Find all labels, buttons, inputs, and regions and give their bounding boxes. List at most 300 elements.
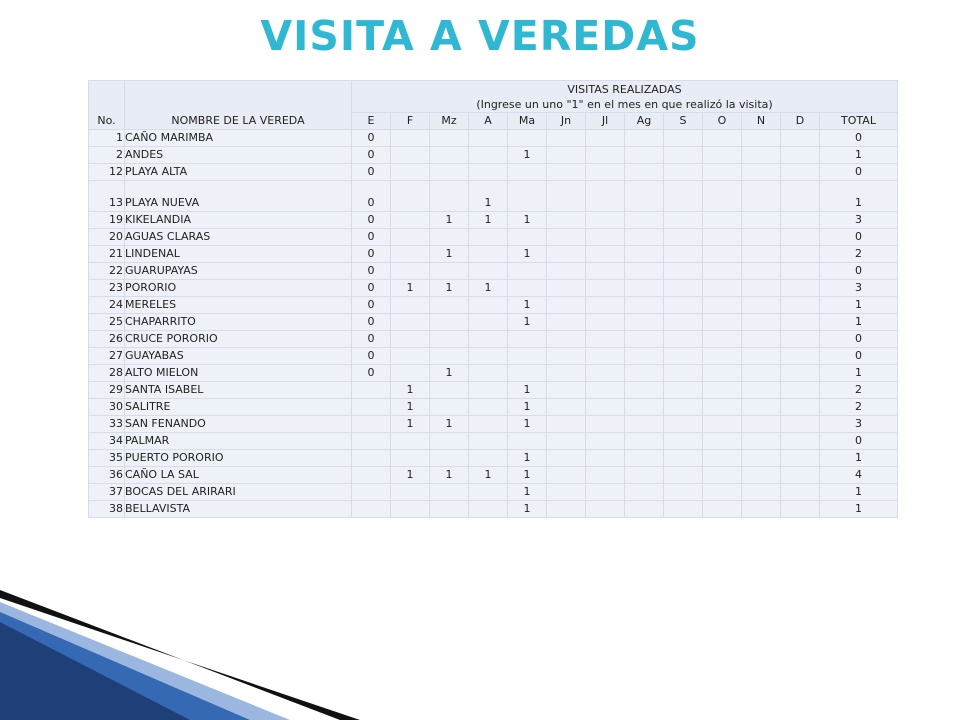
cell-total: 0 <box>820 348 898 365</box>
cell-month-value <box>508 229 547 246</box>
table-row <box>89 147 898 164</box>
cell-month-value <box>547 130 586 147</box>
cell-month-value <box>742 450 781 467</box>
header-month-o: O <box>703 113 742 130</box>
cell-month-value <box>781 331 820 348</box>
cell-month-value <box>352 382 391 399</box>
cell-vereda-name: PORORIO <box>125 280 352 297</box>
cell-month-value <box>469 416 508 433</box>
cell-month-value <box>508 331 547 348</box>
header-month-e: E <box>352 113 391 130</box>
cell-month-value <box>664 433 703 450</box>
cell-month-value: 1 <box>508 484 547 501</box>
page-title: VISITA A VEREDAS <box>260 12 700 60</box>
cell-month-value <box>586 484 625 501</box>
cell-month-value <box>586 280 625 297</box>
cell-month-value <box>781 263 820 280</box>
cell-month-value <box>781 130 820 147</box>
cell-month-value <box>391 331 430 348</box>
table-row <box>89 297 898 314</box>
cell-month-value <box>508 365 547 382</box>
table-row <box>89 280 898 297</box>
cell-vereda-name: PLAYA ALTA <box>125 164 352 181</box>
cell-month-value <box>703 130 742 147</box>
cell-month-value <box>469 399 508 416</box>
table-row <box>89 229 898 246</box>
header-month-d: D <box>781 113 820 130</box>
cell-month-value <box>742 365 781 382</box>
header-name: NOMBRE DE LA VEREDA <box>125 81 352 130</box>
cell-no: 36 <box>89 467 125 484</box>
cell-month-value <box>703 314 742 331</box>
cell-month-value <box>625 399 664 416</box>
cell-month-value: 1 <box>430 467 469 484</box>
cell-month-value: 1 <box>430 416 469 433</box>
table-row <box>89 212 898 229</box>
cell-month-value <box>664 501 703 518</box>
table-row <box>89 331 898 348</box>
cell-vereda-name: PALMAR <box>125 433 352 450</box>
cell-month-value <box>508 164 547 181</box>
cell-total: 3 <box>820 212 898 229</box>
table-row <box>89 263 898 280</box>
cell-month-value <box>469 382 508 399</box>
cell-month-value <box>508 348 547 365</box>
cell-month-value <box>430 433 469 450</box>
cell-month-value <box>469 433 508 450</box>
cell-month-value <box>547 348 586 365</box>
table-row <box>89 181 898 212</box>
cell-month-value <box>586 433 625 450</box>
cell-month-value <box>469 246 508 263</box>
cell-total: 0 <box>820 130 898 147</box>
cell-month-value <box>742 314 781 331</box>
cell-month-value <box>703 450 742 467</box>
cell-month-value <box>742 399 781 416</box>
cell-no: 25 <box>89 314 125 331</box>
cell-month-value: 0 <box>352 181 391 212</box>
header-visits-group <box>352 81 898 113</box>
cell-month-value <box>469 147 508 164</box>
cell-month-value <box>430 297 469 314</box>
cell-month-value <box>781 181 820 212</box>
cell-no: 35 <box>89 450 125 467</box>
cell-total: 0 <box>820 229 898 246</box>
cell-month-value <box>625 246 664 263</box>
cell-month-value: 1 <box>508 246 547 263</box>
cell-month-value <box>547 450 586 467</box>
cell-month-value: 1 <box>391 399 430 416</box>
cell-month-value <box>391 212 430 229</box>
cell-month-value <box>664 130 703 147</box>
cell-month-value: 1 <box>430 212 469 229</box>
cell-month-value <box>586 297 625 314</box>
cell-month-value <box>664 212 703 229</box>
cell-month-value <box>430 331 469 348</box>
cell-month-value <box>703 147 742 164</box>
corner-decoration <box>0 560 420 720</box>
cell-month-value <box>664 450 703 467</box>
table-row <box>89 399 898 416</box>
cell-vereda-name: BELLAVISTA <box>125 501 352 518</box>
cell-month-value <box>625 212 664 229</box>
cell-month-value <box>469 130 508 147</box>
cell-month-value <box>781 365 820 382</box>
cell-month-value <box>781 450 820 467</box>
cell-month-value: 1 <box>469 280 508 297</box>
cell-total: 2 <box>820 382 898 399</box>
cell-month-value: 1 <box>391 416 430 433</box>
cell-vereda-name: PLAYA NUEVA <box>125 181 352 212</box>
cell-month-value <box>625 263 664 280</box>
cell-month-value <box>664 263 703 280</box>
cell-month-value: 1 <box>391 382 430 399</box>
cell-month-value <box>742 501 781 518</box>
cell-month-value <box>469 450 508 467</box>
cell-vereda-name: MERELES <box>125 297 352 314</box>
cell-vereda-name: SALITRE <box>125 399 352 416</box>
cell-month-value <box>781 467 820 484</box>
cell-month-value <box>586 130 625 147</box>
cell-month-value <box>391 246 430 263</box>
cell-total: 0 <box>820 331 898 348</box>
cell-month-value <box>781 399 820 416</box>
header-month-ma: Ma <box>508 113 547 130</box>
cell-month-value <box>781 297 820 314</box>
cell-month-value <box>781 314 820 331</box>
table-row <box>89 501 898 518</box>
cell-month-value <box>742 246 781 263</box>
cell-month-value <box>352 416 391 433</box>
header-month-jn: Jn <box>547 113 586 130</box>
cell-total: 0 <box>820 263 898 280</box>
cell-vereda-name: KIKELANDIA <box>125 212 352 229</box>
cell-month-value <box>625 416 664 433</box>
cell-month-value <box>469 314 508 331</box>
cell-month-value <box>664 331 703 348</box>
cell-month-value <box>547 147 586 164</box>
cell-month-value: 1 <box>469 212 508 229</box>
cell-month-value: 0 <box>352 164 391 181</box>
cell-vereda-name: SANTA ISABEL <box>125 382 352 399</box>
cell-month-value <box>703 229 742 246</box>
cell-month-value <box>352 501 391 518</box>
cell-total: 1 <box>820 147 898 164</box>
cell-month-value <box>625 467 664 484</box>
cell-month-value <box>742 416 781 433</box>
table-row <box>89 348 898 365</box>
cell-month-value: 1 <box>508 212 547 229</box>
header-total: TOTAL <box>820 113 898 130</box>
cell-month-value <box>664 382 703 399</box>
cell-month-value <box>391 181 430 212</box>
cell-month-value <box>391 365 430 382</box>
cell-month-value <box>742 433 781 450</box>
cell-total: 3 <box>820 416 898 433</box>
cell-month-value <box>703 331 742 348</box>
cell-month-value <box>664 365 703 382</box>
cell-no: 1 <box>89 130 125 147</box>
cell-month-value <box>586 263 625 280</box>
cell-no: 38 <box>89 501 125 518</box>
cell-month-value <box>664 280 703 297</box>
cell-no: 20 <box>89 229 125 246</box>
cell-month-value <box>664 314 703 331</box>
cell-month-value <box>586 212 625 229</box>
cell-month-value <box>508 433 547 450</box>
cell-month-value <box>625 484 664 501</box>
cell-month-value <box>625 501 664 518</box>
cell-month-value: 1 <box>508 501 547 518</box>
cell-month-value <box>664 348 703 365</box>
cell-no: 22 <box>89 263 125 280</box>
cell-month-value <box>664 484 703 501</box>
cell-month-value <box>391 484 430 501</box>
cell-month-value <box>469 365 508 382</box>
cell-month-value: 0 <box>352 348 391 365</box>
cell-month-value <box>547 382 586 399</box>
cell-no: 2 <box>89 147 125 164</box>
cell-month-value <box>781 501 820 518</box>
cell-month-value <box>742 229 781 246</box>
cell-month-value <box>742 331 781 348</box>
cell-month-value <box>430 263 469 280</box>
cell-total: 1 <box>820 314 898 331</box>
cell-month-value <box>508 130 547 147</box>
header-no: No. <box>89 81 125 130</box>
cell-no: 26 <box>89 331 125 348</box>
cell-month-value <box>781 280 820 297</box>
cell-month-value <box>391 297 430 314</box>
cell-month-value: 1 <box>391 467 430 484</box>
cell-month-value <box>664 246 703 263</box>
cell-month-value <box>586 181 625 212</box>
cell-month-value <box>547 433 586 450</box>
cell-month-value <box>547 246 586 263</box>
cell-month-value <box>703 365 742 382</box>
cell-month-value: 1 <box>508 399 547 416</box>
cell-month-value <box>586 348 625 365</box>
cell-month-value <box>781 164 820 181</box>
cell-vereda-name: GUARUPAYAS <box>125 263 352 280</box>
cell-month-value <box>391 348 430 365</box>
cell-month-value: 0 <box>352 212 391 229</box>
cell-month-value <box>703 382 742 399</box>
cell-month-value <box>430 484 469 501</box>
cell-month-value <box>781 484 820 501</box>
cell-month-value <box>703 416 742 433</box>
cell-month-value <box>547 399 586 416</box>
cell-month-value <box>508 181 547 212</box>
table-row <box>89 164 898 181</box>
cell-month-value <box>430 501 469 518</box>
cell-total: 1 <box>820 181 898 212</box>
cell-month-value <box>469 484 508 501</box>
veredas-table <box>88 80 898 518</box>
cell-no: 23 <box>89 280 125 297</box>
cell-no: 30 <box>89 399 125 416</box>
cell-month-value <box>703 399 742 416</box>
header-visits-instructions: (Ingrese un uno "1" en el mes en que realizó la visita) <box>476 98 773 111</box>
cell-month-value: 1 <box>508 147 547 164</box>
cell-vereda-name: CRUCE PORORIO <box>125 331 352 348</box>
cell-month-value <box>391 229 430 246</box>
cell-month-value <box>742 164 781 181</box>
cell-vereda-name: SAN FENANDO <box>125 416 352 433</box>
cell-month-value <box>742 181 781 212</box>
table-row <box>89 450 898 467</box>
cell-month-value: 0 <box>352 147 391 164</box>
cell-month-value <box>586 331 625 348</box>
cell-month-value <box>391 314 430 331</box>
cell-month-value <box>586 382 625 399</box>
cell-month-value <box>391 130 430 147</box>
cell-month-value <box>391 433 430 450</box>
cell-month-value: 1 <box>508 450 547 467</box>
cell-vereda-name: LINDENAL <box>125 246 352 263</box>
cell-month-value <box>547 416 586 433</box>
cell-month-value <box>586 416 625 433</box>
cell-month-value <box>586 246 625 263</box>
cell-month-value <box>703 164 742 181</box>
cell-month-value <box>508 263 547 280</box>
cell-month-value <box>742 484 781 501</box>
cell-month-value <box>664 229 703 246</box>
cell-total: 1 <box>820 297 898 314</box>
cell-month-value: 1 <box>391 280 430 297</box>
table-row <box>89 382 898 399</box>
header-month-mz: Mz <box>430 113 469 130</box>
cell-month-value <box>547 164 586 181</box>
cell-month-value <box>625 297 664 314</box>
cell-month-value <box>625 229 664 246</box>
cell-total: 1 <box>820 450 898 467</box>
cell-month-value <box>508 280 547 297</box>
cell-month-value <box>586 229 625 246</box>
cell-month-value <box>547 263 586 280</box>
cell-month-value <box>781 246 820 263</box>
cell-month-value: 1 <box>508 297 547 314</box>
cell-total: 1 <box>820 501 898 518</box>
cell-total: 3 <box>820 280 898 297</box>
cell-month-value <box>703 212 742 229</box>
cell-month-value <box>586 399 625 416</box>
cell-month-value <box>664 416 703 433</box>
cell-month-value <box>703 297 742 314</box>
table-row <box>89 314 898 331</box>
cell-month-value <box>625 130 664 147</box>
cell-vereda-name: AGUAS CLARAS <box>125 229 352 246</box>
cell-month-value <box>664 467 703 484</box>
cell-vereda-name: CAÑO MARIMBA <box>125 130 352 147</box>
cell-month-value <box>430 164 469 181</box>
table-row <box>89 365 898 382</box>
cell-month-value: 0 <box>352 331 391 348</box>
cell-vereda-name: GUAYABAS <box>125 348 352 365</box>
cell-month-value <box>469 501 508 518</box>
header-month-a: A <box>469 113 508 130</box>
cell-month-value: 1 <box>508 382 547 399</box>
cell-month-value: 1 <box>469 467 508 484</box>
cell-month-value <box>625 382 664 399</box>
cell-month-value <box>430 314 469 331</box>
cell-month-value <box>781 229 820 246</box>
cell-month-value: 0 <box>352 246 391 263</box>
cell-month-value <box>625 147 664 164</box>
cell-no: 12 <box>89 164 125 181</box>
cell-month-value: 1 <box>430 246 469 263</box>
cell-month-value <box>469 297 508 314</box>
cell-month-value <box>742 467 781 484</box>
cell-total: 2 <box>820 399 898 416</box>
cell-month-value <box>586 501 625 518</box>
cell-month-value <box>430 181 469 212</box>
cell-month-value <box>352 399 391 416</box>
cell-month-value <box>469 348 508 365</box>
cell-month-value <box>703 433 742 450</box>
cell-month-value <box>625 331 664 348</box>
cell-vereda-name: BOCAS DEL ARIRARI <box>125 484 352 501</box>
cell-month-value <box>781 147 820 164</box>
cell-month-value <box>664 399 703 416</box>
cell-month-value <box>664 164 703 181</box>
header-month-s: S <box>664 113 703 130</box>
cell-month-value: 1 <box>430 365 469 382</box>
cell-no: 19 <box>89 212 125 229</box>
cell-month-value <box>586 147 625 164</box>
cell-month-value <box>586 450 625 467</box>
cell-month-value <box>430 382 469 399</box>
cell-month-value: 0 <box>352 314 391 331</box>
cell-month-value <box>625 450 664 467</box>
cell-month-value <box>469 229 508 246</box>
cell-month-value <box>352 433 391 450</box>
table-body <box>89 130 898 518</box>
cell-month-value: 1 <box>469 181 508 212</box>
cell-month-value <box>781 416 820 433</box>
cell-month-value <box>586 467 625 484</box>
cell-total: 1 <box>820 484 898 501</box>
cell-month-value <box>664 181 703 212</box>
cell-month-value <box>352 484 391 501</box>
cell-month-value <box>469 263 508 280</box>
header-visits-title: VISITAS REALIZADAS <box>567 83 682 96</box>
cell-month-value <box>547 467 586 484</box>
table-row <box>89 246 898 263</box>
cell-month-value <box>352 450 391 467</box>
cell-month-value <box>547 212 586 229</box>
cell-month-value <box>625 280 664 297</box>
cell-month-value <box>625 164 664 181</box>
cell-month-value <box>547 314 586 331</box>
cell-month-value <box>625 314 664 331</box>
cell-month-value <box>430 130 469 147</box>
cell-month-value <box>586 314 625 331</box>
cell-month-value <box>391 263 430 280</box>
cell-month-value <box>625 348 664 365</box>
cell-month-value <box>742 212 781 229</box>
cell-month-value <box>547 181 586 212</box>
cell-vereda-name: CAÑO LA SAL <box>125 467 352 484</box>
cell-total: 4 <box>820 467 898 484</box>
cell-month-value <box>547 280 586 297</box>
cell-total: 0 <box>820 164 898 181</box>
header-month-jl: Jl <box>586 113 625 130</box>
table-row <box>89 484 898 501</box>
cell-month-value <box>625 433 664 450</box>
cell-total: 1 <box>820 365 898 382</box>
cell-month-value <box>547 229 586 246</box>
